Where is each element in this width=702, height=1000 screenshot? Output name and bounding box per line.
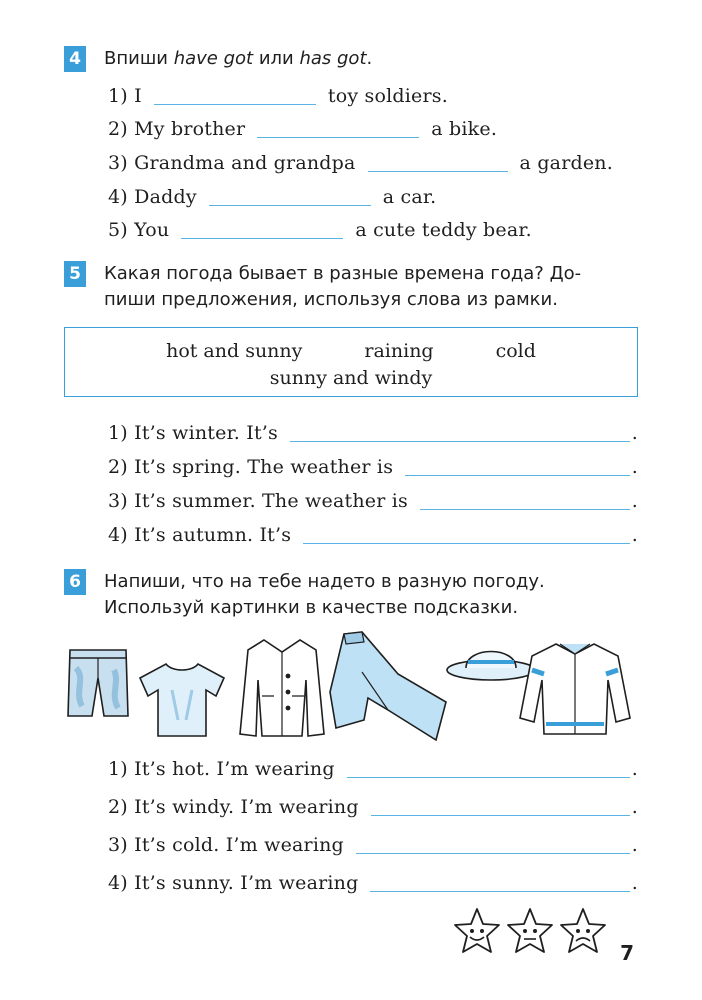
item-text: .: [631, 796, 638, 818]
shorts-icon: [66, 648, 130, 720]
instruction-have-got: have got: [173, 48, 254, 69]
item-text: a bike.: [431, 118, 498, 140]
exercise-6-item-4: [108, 869, 638, 897]
item-text: .: [631, 490, 638, 512]
instruction-text: .: [366, 48, 373, 69]
item-text: toy soldiers.: [327, 85, 448, 107]
word-raining: raining: [364, 340, 434, 362]
word-sunny-and-windy: sunny and windy: [269, 367, 433, 389]
exercise-5-instruction-line-2: пиши предложения, используя слова из рамки.: [104, 289, 558, 310]
item-text: a garden.: [519, 152, 613, 174]
instruction-text: Впиши: [104, 48, 174, 69]
exercise-5-number: 5: [64, 261, 86, 287]
coat-icon: [238, 636, 326, 742]
exercise-6-instruction-line-2: Используй картинки в качестве подсказки.: [104, 597, 519, 618]
item-text: .: [631, 758, 638, 780]
exercise-5-item-4: [108, 521, 638, 549]
answer-blank[interactable]: [371, 815, 630, 816]
exercise-4-item-4: [108, 183, 638, 211]
item-text: 2) It’s spring. The weather is: [108, 456, 394, 478]
exercise-5-instruction-line-1: Какая погода бывает в разные времена года? До-: [104, 263, 582, 284]
item-text: 1) It’s hot. I’m wearing: [108, 758, 335, 780]
exercise-4-item-3: [108, 149, 638, 177]
item-text: 4) It’s sunny. I’m wearing: [108, 872, 359, 894]
answer-blank[interactable]: [368, 171, 508, 172]
exercise-5-item-2: [108, 453, 638, 481]
exercise-6-number: 6: [64, 569, 86, 595]
item-text: 4) Daddy: [108, 186, 197, 208]
exercise-6-item-1: [108, 755, 638, 783]
answer-blank[interactable]: [181, 238, 343, 239]
answer-blank[interactable]: [356, 853, 630, 854]
exercise-4-item-1: [108, 82, 638, 110]
page-number: 7: [620, 941, 634, 965]
happy-star-icon[interactable]: [452, 906, 502, 956]
item-text: 1) I: [108, 85, 142, 107]
item-text: 3) Grandma and grandpa: [108, 152, 356, 174]
item-text: .: [631, 422, 638, 444]
item-text: a car.: [382, 186, 437, 208]
answer-blank[interactable]: [405, 475, 630, 476]
exercise-6-item-3: [108, 831, 638, 859]
jacket-icon: [516, 640, 634, 738]
exercise-5-item-3: [108, 487, 638, 515]
item-text: .: [631, 524, 638, 546]
exercise-4-item-2: [108, 115, 638, 143]
t-shirt-icon: [136, 660, 228, 740]
word-hot-and-sunny: hot and sunny: [166, 340, 303, 362]
answer-blank[interactable]: [154, 104, 316, 105]
word-cold: cold: [495, 340, 536, 362]
item-text: a cute teddy bear.: [355, 219, 532, 241]
neutral-star-icon[interactable]: [505, 906, 555, 956]
exercise-4-item-5: [108, 216, 638, 244]
item-text: .: [631, 834, 638, 856]
sad-star-icon[interactable]: [558, 906, 608, 956]
answer-blank[interactable]: [209, 205, 371, 206]
answer-blank[interactable]: [290, 441, 630, 442]
exercise-4-instruction: [104, 46, 372, 72]
item-text: 2) It’s windy. I’m wearing: [108, 796, 359, 818]
exercise-5-item-1: [108, 419, 638, 447]
item-text: .: [631, 456, 638, 478]
answer-blank[interactable]: [303, 543, 630, 544]
item-text: 4) It’s autumn. It’s: [108, 524, 292, 546]
item-text: 1) It’s winter. It’s: [108, 422, 278, 444]
instruction-text: или: [253, 48, 300, 69]
item-text: 3) It’s cold. I’m wearing: [108, 834, 344, 856]
item-text: .: [631, 872, 638, 894]
exercise-6-instruction-line-1: Напиши, что на тебе надето в разную погоду.: [104, 571, 545, 592]
answer-blank[interactable]: [347, 777, 630, 778]
exercise-6-item-2: [108, 793, 638, 821]
item-text: 2) My brother: [108, 118, 246, 140]
answer-blank[interactable]: [370, 891, 629, 892]
item-text: 3) It’s summer. The weather is: [108, 490, 408, 512]
instruction-has-got: has got: [299, 48, 367, 69]
word-box: [64, 327, 638, 397]
exercise-4-number: 4: [64, 46, 86, 72]
answer-blank[interactable]: [257, 137, 419, 138]
jeans-icon: [322, 632, 450, 744]
answer-blank[interactable]: [420, 509, 630, 510]
item-text: 5) You: [108, 219, 170, 241]
